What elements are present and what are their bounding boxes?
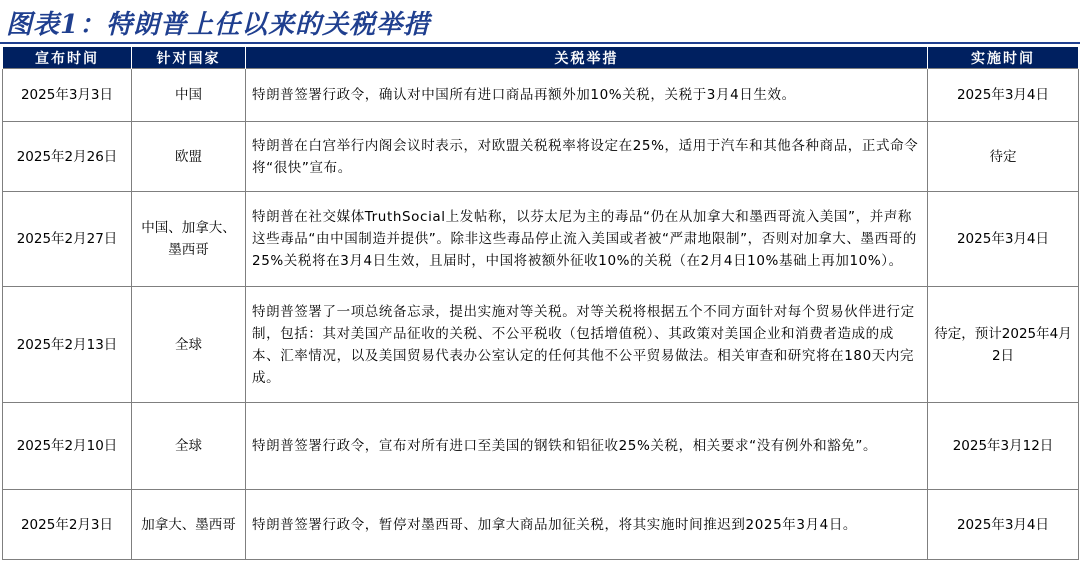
header-tariff-measure: 关税举措 [246, 47, 928, 69]
table-row [3, 192, 1079, 287]
cell-tariff-measure: 特朗普签署行政令，宣布对所有进口至美国的钢铁和铝征收25%关税，相关要求“没有例外和豁免”。 [246, 403, 928, 490]
header-target-country: 针对国家 [132, 47, 246, 69]
header-effective-date: 实施时间 [928, 47, 1079, 69]
cell-announce-date: 2025年2月10日 [3, 403, 132, 490]
cell-effective-date: 2025年3月4日 [928, 490, 1079, 560]
cell-target-country: 欧盟 [132, 122, 246, 192]
cell-tariff-measure: 特朗普签署行政令，确认对中国所有进口商品再额外加10%关税，关税于3月4日生效。 [246, 69, 928, 122]
cell-announce-date: 2025年2月27日 [3, 192, 132, 287]
cell-effective-date: 待定 [928, 122, 1079, 192]
table-row [3, 69, 1079, 122]
figure-header [0, 0, 1080, 44]
cell-effective-date: 2025年3月12日 [928, 403, 1079, 490]
table-row [3, 490, 1079, 560]
cell-tariff-measure: 特朗普在白宫举行内阁会议时表示，对欧盟关税税率将设定在25%，适用于汽车和其他各种商品，正式命令将“很快”宣布。 [246, 122, 928, 192]
cell-target-country: 中国、加拿大、墨西哥 [132, 192, 246, 287]
cell-effective-date: 2025年3月4日 [928, 69, 1079, 122]
header-announce-date: 宣布时间 [3, 47, 132, 69]
cell-tariff-measure: 特朗普签署了一项总统备忘录，提出实施对等关税。对等关税将根据五个不同方面针对每个贸易伙伴进行定制，包括：其对美国产品征收的关税、不公平税收（包括增值税）、其政策对美国企业和消费者造成的成本、汇率情况，以及美国贸易代表办公室认定的任何其他不公平贸易做法。相关审查和研究将在180天内完成。 [246, 287, 928, 403]
figure-title: 图表1：特朗普上任以来的关税举措 [6, 10, 431, 40]
cell-target-country: 全球 [132, 287, 246, 403]
cell-target-country: 全球 [132, 403, 246, 490]
cell-tariff-measure: 特朗普在社交媒体TruthSocial上发帖称，以芬太尼为主的毒品“仍在从加拿大和墨西哥流入美国”，并声称这些毒品“由中国制造并提供”。除非这些毒品停止流入美国或者被“严肃地限制”，否则对加拿大、墨西哥的25%关税将在3月4日生效，且届时，中国将被额外征收10%的关税（在2月4日10%基础上再加10%）。 [246, 192, 928, 287]
table-row [3, 122, 1079, 192]
table-row [3, 287, 1079, 403]
cell-announce-date: 2025年2月26日 [3, 122, 132, 192]
cell-target-country: 中国 [132, 69, 246, 122]
cell-announce-date: 2025年2月3日 [3, 490, 132, 560]
cell-effective-date: 待定，预计2025年4月2日 [928, 287, 1079, 403]
tariff-measures-table [2, 47, 1079, 560]
cell-announce-date: 2025年3月3日 [3, 69, 132, 122]
table-header-row [3, 47, 1079, 69]
cell-effective-date: 2025年3月4日 [928, 192, 1079, 287]
cell-announce-date: 2025年2月13日 [3, 287, 132, 403]
table-row [3, 403, 1079, 490]
cell-target-country: 加拿大、墨西哥 [132, 490, 246, 560]
cell-tariff-measure: 特朗普签署行政令，暂停对墨西哥、加拿大商品加征关税，将其实施时间推迟到2025年3月4日。 [246, 490, 928, 560]
